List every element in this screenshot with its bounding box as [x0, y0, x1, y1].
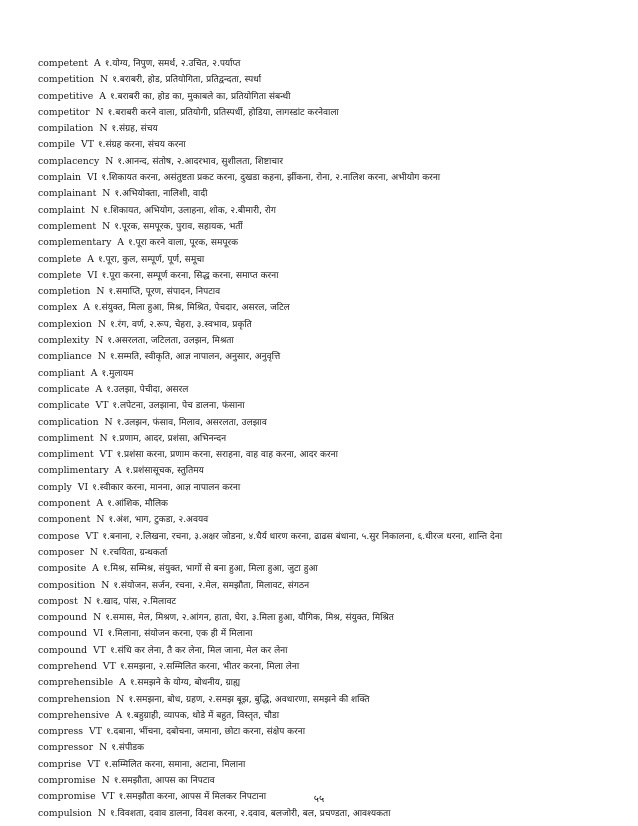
- headword: compose: [38, 530, 80, 542]
- definition: १.रचयिता, ग्रन्थकर्ता: [102, 547, 168, 558]
- dictionary-entry: [38, 219, 604, 235]
- headword: compromise: [38, 791, 96, 803]
- dictionary-entry: [38, 317, 604, 333]
- definition: १.आंशिक, मौलिक: [107, 499, 168, 510]
- part-of-speech: N: [90, 204, 99, 216]
- headword: component: [38, 514, 91, 526]
- headword: comprise: [38, 758, 82, 770]
- part-of-speech: A: [117, 237, 125, 249]
- definition: १.संधि कर लेना, तै कर लेना, मिल जाना, मेल कर लेना: [110, 645, 288, 656]
- part-of-speech: A: [119, 677, 126, 689]
- definition: १.प्रणाम, आदर, प्रशंसा, अभिनन्दन: [111, 433, 227, 444]
- headword: complexion: [38, 318, 92, 330]
- definition: १.समझौता, आपस का निपटाव: [113, 776, 215, 787]
- part-of-speech: N: [116, 693, 125, 705]
- part-of-speech: VT: [99, 449, 113, 461]
- dictionary-page: [38, 56, 604, 822]
- headword: competitor: [38, 106, 90, 118]
- definition: १.संग्रह करना, संचय करना: [97, 140, 186, 151]
- definition: १.मिलाना, संयोजन करना, एक ही में मिलाना: [107, 629, 253, 640]
- dictionary-entry: [38, 675, 604, 691]
- part-of-speech: A: [87, 253, 94, 265]
- dictionary-entry: [38, 578, 604, 594]
- definition: १.दबाना, भींचना, दबोचना, जमाना, छोटा करना, संक्षेप करना: [105, 727, 306, 738]
- part-of-speech: VI: [87, 172, 98, 184]
- definition: १.समाप्ति, पूरण, संपादन, निपटाव: [108, 287, 221, 298]
- definition: १.योग्य, निपुण, समर्थ, २.उचित, २.पर्याप्त: [104, 59, 241, 69]
- dictionary-entry: [38, 105, 604, 121]
- headword: completion: [38, 286, 91, 298]
- dictionary-entry: [38, 300, 604, 316]
- part-of-speech: N: [89, 546, 98, 558]
- headword: comprehensive: [38, 709, 110, 721]
- dictionary-entry: [38, 512, 604, 528]
- definition: १.उलझन, फंसाव, मिलाव, असरलता, उलझाव: [116, 417, 267, 428]
- part-of-speech: VI: [77, 481, 89, 493]
- definition: १.आनन्द, संतोष, २.आदरभाव, सुशीलता, शिष्टाचार: [117, 156, 284, 167]
- dictionary-entry: [38, 186, 604, 202]
- part-of-speech: VT: [95, 400, 109, 412]
- part-of-speech: VT: [89, 726, 102, 738]
- definition: १.समझौता करना, आपस में मिलकर निपटाना: [118, 792, 267, 803]
- dictionary-entry: [38, 643, 604, 659]
- dictionary-entry: [38, 463, 604, 479]
- definition: १.लपेटना, उलझाना, पेच डालना, फंसाना: [112, 401, 245, 412]
- definition: १.सम्मति, स्वीकृति, आज्ञ नापालन, अनुसार, अनुवृत्ति: [109, 352, 281, 363]
- dictionary-entry: [38, 121, 604, 137]
- definition: १.स्वीकार करना, मानना, आज्ञ नापालन करना: [92, 482, 241, 493]
- part-of-speech: A: [90, 367, 98, 379]
- headword: composition: [38, 579, 96, 591]
- definition: १.खाद, पांस, २.मिलावट: [95, 596, 177, 607]
- part-of-speech: N: [93, 612, 102, 624]
- headword: component: [38, 498, 91, 510]
- dictionary-entry: [38, 447, 604, 463]
- part-of-speech: VI: [93, 628, 104, 640]
- headword: comprehension: [38, 693, 111, 705]
- part-of-speech: N: [97, 351, 106, 363]
- headword: compound: [38, 644, 88, 656]
- dictionary-entry: [38, 740, 604, 756]
- headword: compliance: [38, 351, 92, 363]
- headword: complex: [38, 302, 78, 314]
- headword: compound: [38, 628, 88, 640]
- part-of-speech: N: [101, 775, 110, 787]
- definition: १.सम्मिलित करना, समाना, अटाना, मिलाना: [104, 759, 246, 770]
- definition: १.समझना, २.सम्मिलित करना, भीतर करना, मिला लेना: [119, 661, 300, 672]
- definition: १.शिकायत, अभियोग, उलाहना, शोक, २.बीमारी, रोग: [102, 205, 276, 216]
- dictionary-entry: [38, 594, 604, 610]
- dictionary-entry: [38, 496, 604, 512]
- definition: १.बराबरी करने वाला, प्रतियोगी, प्रतिस्पर्धी, होडिया, लागस्डांट करनेवाला: [107, 107, 339, 118]
- part-of-speech: N: [96, 514, 105, 526]
- dictionary-entry: [38, 235, 604, 251]
- headword: compliment: [38, 449, 94, 461]
- part-of-speech: N: [101, 579, 110, 591]
- headword: complimentary: [38, 465, 109, 477]
- definition: १.समझने के योग्य, बोधनीय, ग्राह्य: [129, 678, 241, 689]
- definition: १.अभियोक्ता, नालिशी, वादी: [114, 189, 208, 200]
- definition: १.शिकायत करना, असंतुष्टता प्रकट करना, दुखडा कहना, झींकना, रोना, २.नालिश करना, अभीयोग करना: [101, 173, 441, 184]
- dictionary-entry: [38, 659, 604, 675]
- headword: complement: [38, 220, 97, 232]
- headword: competition: [38, 74, 95, 86]
- definition: १.संग्रह, संचय: [111, 124, 158, 135]
- page-number: ५५: [313, 794, 325, 805]
- headword: complainant: [38, 188, 97, 200]
- definition: १.बराबरी का, होड का, मुकाबले का, प्रतियोगिता संबन्धी: [109, 91, 291, 102]
- part-of-speech: A: [83, 302, 90, 314]
- definition: १.बहुग्राही, व्यापक, थोडे में बहुत, विस्तृत, चौडा: [126, 710, 280, 721]
- headword: complexity: [38, 335, 90, 347]
- headword: complete: [38, 253, 82, 265]
- headword: competitive: [38, 90, 94, 102]
- part-of-speech: N: [102, 220, 111, 232]
- part-of-speech: N: [95, 335, 104, 347]
- definition: १.असरलता, जटिलता, उलझन, मिश्रता: [107, 336, 234, 347]
- headword: complicate: [38, 383, 90, 395]
- dictionary-entry: [38, 757, 604, 773]
- dictionary-entry: [38, 252, 604, 268]
- headword: compost: [38, 595, 78, 607]
- dictionary-entry: [38, 415, 604, 431]
- dictionary-entry: [38, 137, 604, 153]
- part-of-speech: N: [99, 742, 108, 754]
- definition: १.संपीडक: [111, 743, 145, 754]
- headword: compliant: [38, 367, 85, 379]
- part-of-speech: VT: [102, 660, 116, 672]
- definition: १.प्रशंसा करना, प्रणाम करना, सराहना, वाह वाह करना, आदर करना: [116, 450, 338, 461]
- headword: complementary: [38, 237, 112, 249]
- headword: compilation: [38, 123, 94, 135]
- dictionary-entry: [38, 773, 604, 789]
- headword: comply: [38, 481, 72, 493]
- headword: composer: [38, 546, 84, 558]
- dictionary-entry: [38, 170, 604, 186]
- headword: compile: [38, 139, 76, 151]
- headword: complication: [38, 416, 99, 428]
- part-of-speech: VT: [87, 758, 101, 770]
- definition: १.पूरा करने वाला, पूरक, समपूरक: [128, 238, 239, 249]
- dictionary-entry: [38, 561, 604, 577]
- headword: complaint: [38, 204, 85, 216]
- definition: १.अंश, भाग, टुकडा, २.अवयव: [108, 515, 209, 526]
- part-of-speech: A: [96, 498, 104, 510]
- part-of-speech: N: [95, 106, 104, 118]
- part-of-speech: N: [104, 416, 113, 428]
- definition: १.पूरक, समपूरक, पुराव, सहायक, भर्ती: [114, 221, 243, 232]
- part-of-speech: N: [100, 74, 109, 86]
- headword: compound: [38, 612, 88, 624]
- definition: १.उलझा, पेचीदा, असरल: [106, 384, 189, 395]
- definition: १.समास, मेल, मिश्रण, २.आंगन, हाता, घेरा, ३.मिला हुआ, यौगिक, मिश्र, संयुक्त, मिश्रित: [105, 613, 394, 624]
- definition: १.पूरा करना, सम्पूर्ण करना, सिद्ध करना, समाप्त करना: [101, 270, 279, 281]
- headword: complicate: [38, 400, 90, 412]
- dictionary-entry: [38, 806, 604, 822]
- headword: complete: [38, 269, 82, 281]
- dictionary-entry: [38, 333, 604, 349]
- part-of-speech: N: [96, 286, 105, 298]
- part-of-speech: VI: [87, 269, 98, 281]
- dictionary-entry: [38, 545, 604, 561]
- definition: १.रंग, वर्ण, २.रूप, चेहरा, ३.स्वभाव, प्रकृति: [109, 319, 252, 330]
- dictionary-entry: [38, 89, 604, 105]
- headword: composite: [38, 563, 87, 575]
- dictionary-entry: [38, 349, 604, 365]
- dictionary-entry: [38, 56, 604, 72]
- definition: १.पूरा, कुल, सम्पूर्ण, पूर्ण, समूचा: [97, 254, 205, 265]
- dictionary-entry: [38, 398, 604, 414]
- dictionary-entry: [38, 480, 604, 496]
- headword: comprehensible: [38, 677, 114, 689]
- part-of-speech: A: [99, 90, 106, 102]
- definition: १.बनाना, २.लिखना, रचना, ३.अक्षर जोडना, ४.धैर्य धारण करना, ढाढस बंधाना, ५.सुर निकालना, ६.धीरज धरना, शान्ति देना: [102, 531, 503, 542]
- dictionary-entry: [38, 692, 604, 708]
- headword: competent: [38, 58, 89, 69]
- dictionary-entry: [38, 284, 604, 300]
- dictionary-entry: [38, 203, 604, 219]
- part-of-speech: VT: [93, 644, 106, 656]
- headword: compress: [38, 726, 84, 738]
- definition: १.प्रशंसासूचक, स्तुतिमय: [125, 466, 204, 477]
- definition: १.संयुक्त, मिला हुआ, मिश्र, मिश्रित, पेचदार, असरल, जटिल: [93, 303, 290, 314]
- part-of-speech: A: [92, 563, 99, 575]
- part-of-speech: N: [99, 123, 108, 135]
- dictionary-entry: [38, 610, 604, 626]
- dictionary-entry: [38, 366, 604, 382]
- part-of-speech: N: [83, 595, 92, 607]
- part-of-speech: A: [94, 58, 101, 69]
- part-of-speech: N: [105, 155, 114, 167]
- dictionary-entry: [38, 431, 604, 447]
- headword: complain: [38, 172, 82, 184]
- part-of-speech: N: [97, 807, 106, 819]
- definition: १.मिश्र, सम्मिश्र, संयुक्त, भागों से बना हुआ, मिला हुआ, जुटा हुआ: [102, 564, 318, 575]
- definition: १.विवशता, दवाव डालना, विवश करना, २.दवाव, बलजोरी, बल, प्रचण्डता, आवश्यकता: [109, 808, 391, 819]
- headword: compliment: [38, 432, 94, 444]
- headword: comprehend: [38, 660, 97, 672]
- dictionary-entry: [38, 268, 604, 284]
- dictionary-entry: [38, 529, 604, 545]
- definition: १.बराबरी, होड, प्रतियोगिता, प्रतिद्वन्दता, स्पर्धा: [112, 75, 262, 86]
- dictionary-entry: [38, 72, 604, 88]
- dictionary-entry: [38, 724, 604, 740]
- headword: complacency: [38, 155, 100, 167]
- part-of-speech: N: [97, 318, 106, 330]
- dictionary-entry: [38, 708, 604, 724]
- dictionary-entry: [38, 154, 604, 170]
- part-of-speech: A: [115, 709, 123, 721]
- headword: compromise: [38, 775, 96, 787]
- part-of-speech: N: [99, 432, 108, 444]
- headword: compressor: [38, 742, 94, 754]
- part-of-speech: A: [114, 465, 122, 477]
- part-of-speech: N: [102, 188, 111, 200]
- part-of-speech: VT: [85, 530, 99, 542]
- definition: १.मुलायम: [101, 368, 134, 379]
- definition: १.संयोजन, सर्जन, रचना, २.मेल, समझौता, मिलावट, संगठन: [113, 580, 310, 591]
- part-of-speech: VT: [81, 139, 94, 151]
- dictionary-entry: [38, 626, 604, 642]
- headword: compulsion: [38, 807, 92, 819]
- part-of-speech: VT: [101, 791, 115, 803]
- dictionary-entry: [38, 382, 604, 398]
- part-of-speech: A: [95, 383, 103, 395]
- definition: १.समझना, बोध, ग्रहण, २.समझ बूझ, बुद्धि, अवधारणा, समझने की शक्ति: [128, 694, 370, 705]
